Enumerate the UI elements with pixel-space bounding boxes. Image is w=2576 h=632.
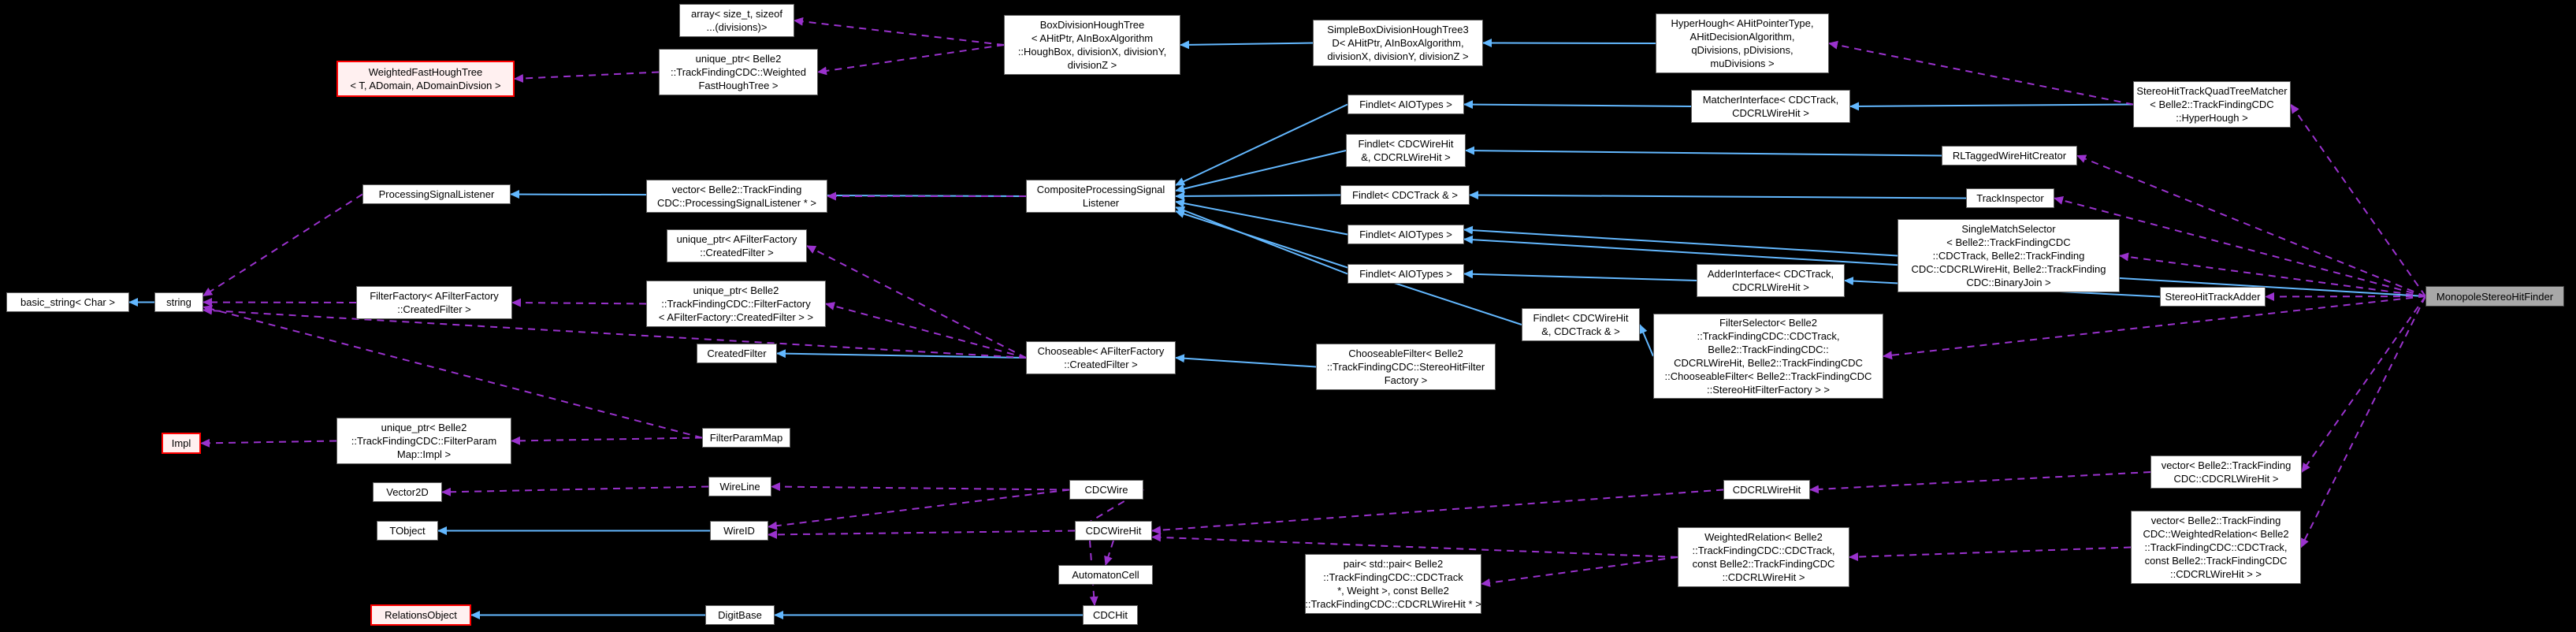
edge-cdc_wire-to-wire_id [768, 490, 1069, 527]
class-node-vector_psl[interactable] [646, 180, 827, 213]
class-node-label: HyperHough< AHitPointerType, [1671, 17, 1814, 29]
class-node-box_division_hough_tree[interactable] [1004, 15, 1180, 75]
class-node-label: vector< Belle2::TrackFinding [671, 184, 802, 195]
edge-track_inspector-to-findlet_track [1470, 195, 1966, 199]
edge-vector_cdcrl-to-cdcrl_wire_hit [1810, 472, 2150, 490]
class-node-basic_string[interactable] [6, 292, 129, 312]
class-node-relations_object[interactable] [370, 604, 471, 626]
class-node-label: AHitDecisionAlgorithm, [1689, 31, 1795, 43]
class-node-label: CDCWire [1084, 484, 1128, 496]
edge-findlet_aio_1-to-composite_psl [1176, 105, 1347, 186]
class-node-label: TObject [389, 525, 426, 537]
class-node-label: vector< Belle2::TrackFinding [2161, 459, 2292, 471]
class-node-simple_bdht3d[interactable] [1313, 20, 1483, 66]
class-node-label: AutomatonCell [1072, 569, 1139, 581]
class-node-label: ::CreatedFilter > [700, 247, 774, 258]
class-node-label: BoxDivisionHoughTree [1039, 19, 1145, 31]
class-node-label: ::CreatedFilter > [1064, 359, 1138, 370]
class-node-composite_psl[interactable] [1026, 180, 1176, 213]
edge-simple_bdht3d-to-box_division_hough_tree [1180, 43, 1313, 46]
class-node-label: FilterParamMap [709, 432, 783, 444]
class-node-label: WeightedFastHoughTree [368, 66, 483, 78]
class-node-shtqtm[interactable] [2133, 81, 2291, 128]
class-node-label: Findlet< AIOTypes > [1359, 99, 1452, 110]
edge-chooseable-to-created_filter [777, 354, 1026, 359]
edge-rl_tagged_whc-to-findlet_wirehit_rl [1466, 151, 1942, 156]
edge-chooseable_filter-to-chooseable [1176, 358, 1316, 367]
edge-matcher_interface-to-findlet_aio_1 [1464, 105, 1691, 107]
edge-filter_param_map-to-uptr_filterparammap_impl [511, 438, 702, 441]
class-node-label: ::HyperHough > [2176, 112, 2248, 124]
class-node-label: const Belle2::TrackFindingCDC [2144, 555, 2288, 567]
class-node-label: ...(divisions)> [706, 21, 768, 33]
edge-findlet_wirehit_rl-to-composite_psl [1176, 151, 1346, 191]
class-node-label: StereoHitTrackQuadTreeMatcher [2136, 85, 2288, 97]
class-node-label: FilterFactory< AFilterFactory [370, 290, 499, 302]
edge-findlet_aio_2-to-composite_psl [1176, 202, 1347, 235]
class-node-label: &, CDCTrack & > [1541, 325, 1620, 337]
class-node-filter_factory[interactable] [356, 286, 512, 319]
class-node-findlet_aio_2[interactable] [1347, 225, 1464, 244]
edge-box_division_hough_tree-to-array_box [794, 20, 1004, 45]
class-node-label: WireLine [719, 481, 760, 493]
class-node-chooseable_filter[interactable] [1316, 344, 1496, 390]
class-node-label: Listener [1082, 197, 1120, 209]
class-node-label: *, Weight >, const Belle2 [1337, 585, 1449, 597]
class-node-label: muDivisions > [1710, 58, 1775, 69]
edge-monopole-to-stereo_hit_track_adder [2266, 296, 2425, 297]
class-node-label: Map::Impl > [396, 448, 452, 460]
class-node-label: SingleMatchSelector [1961, 223, 2056, 235]
class-node-stereo_hit_track_adder[interactable] [2160, 287, 2266, 307]
class-node-label: ::CreatedFilter > [397, 303, 471, 315]
class-node-findlet_track[interactable] [1340, 185, 1470, 205]
class-node-label: qDivisions, pDivisions, [1691, 44, 1794, 56]
class-node-label: CDC::ProcessingSignalListener * > [657, 197, 816, 209]
class-node-string[interactable] [154, 292, 203, 312]
class-node-label: ::CDCRLWireHit > [1722, 571, 1805, 583]
class-node-label: Belle2::TrackFindingCDC:: [1708, 344, 1829, 355]
class-node-label: MonopoleStereoHitFinder [2436, 290, 2554, 303]
class-node-label: StereoHitTrackAdder [2165, 291, 2261, 303]
class-node-label: vector< Belle2::TrackFinding [2150, 515, 2281, 526]
edge-monopole-to-rl_tagged_whc [2077, 156, 2425, 297]
class-node-label: unique_ptr< AFilterFactory [676, 233, 797, 245]
class-node-label: Findlet< CDCWireHit [1358, 138, 1454, 150]
class-node-label: CDCRLWireHit [1732, 484, 1801, 496]
class-node-label: ::CDCRLWireHit > > [2169, 568, 2262, 580]
class-node-label: Findlet< CDCWireHit [1533, 312, 1629, 324]
class-node-label: DigitBase [718, 609, 762, 621]
class-node-label: CDCRLWireHit > [1732, 281, 1809, 293]
class-node-label: Findlet< AIOTypes > [1359, 268, 1452, 280]
edge-chooseable-to-string [203, 310, 1026, 359]
class-node-label: Findlet< AIOTypes > [1359, 229, 1452, 240]
class-node-label: < AFilterFactory::CreatedFilter > > [658, 311, 814, 323]
class-node-label: ::TrackFindingCDC::CDCRLWireHit * > [1305, 598, 1481, 610]
class-node-label: AdderInterface< CDCTrack, [1707, 268, 1834, 280]
class-node-label: ::TrackFindingCDC::CDCTrack [1323, 571, 1463, 583]
class-node-label: CDCHit [1092, 609, 1128, 621]
edge-filter_selector-to-findlet_wirehit_track [1640, 325, 1653, 356]
class-node-label: ::StereoHitFilterFactory > > [1706, 384, 1831, 396]
class-node-label: FastHoughTree > [698, 80, 779, 91]
edge-shtqtm-to-hyper_hough [1829, 43, 2133, 105]
class-node-cdcrl_wire_hit[interactable] [1723, 480, 1810, 500]
edge-processing_signal_listener-to-string [203, 195, 362, 296]
class-node-uptr_filterparammap_impl[interactable] [336, 418, 511, 464]
class-node-label: < Belle2::TrackFindingCDC [2150, 99, 2274, 110]
class-node-label: Chooseable< AFilterFactory [1037, 345, 1165, 357]
edge-monopole-to-shtqtm [2291, 105, 2425, 297]
edge-monopole-to-vector_cdcrl [2302, 296, 2425, 472]
class-node-label: unique_ptr< Belle2 [381, 422, 467, 433]
class-node-automaton_cell[interactable] [1058, 565, 1153, 585]
class-node-label: CDCRLWireHit > [1732, 107, 1809, 119]
class-node-weighted_relation[interactable] [1678, 527, 1849, 587]
class-node-label: WireID [723, 525, 755, 537]
edge-findlet_aio_3-to-composite_psl [1176, 207, 1347, 274]
class-node-label: &, CDCRLWireHit > [1361, 151, 1451, 163]
edge-shtqtm-to-matcher_interface [1850, 105, 2133, 107]
class-node-label: ::TrackFindingCDC::StereoHitFilter [1326, 361, 1485, 373]
class-node-label: divisionZ > [1067, 59, 1117, 71]
class-node-monopole[interactable] [2425, 286, 2564, 307]
edge-chooseable-to-uptr_filterfactory [826, 304, 1026, 359]
class-node-findlet_aio_3[interactable] [1347, 264, 1464, 284]
edge-vector_weighted_rel-to-weighted_relation [1849, 548, 2131, 558]
edge-adder_interface-to-findlet_aio_3 [1464, 274, 1697, 281]
class-node-single_match_selector[interactable] [1898, 219, 2120, 292]
edge-wire_line-to-vector2d [442, 487, 708, 493]
class-node-label: TrackInspector [1976, 192, 2044, 204]
class-node-rl_tagged_whc[interactable] [1942, 146, 2077, 165]
class-node-label: ::CDCTrack, Belle2::TrackFinding [1932, 250, 2085, 262]
class-node-wire_id[interactable] [710, 521, 768, 541]
class-node-label: CompositeProcessingSignal [1036, 184, 1165, 195]
class-node-chooseable[interactable] [1026, 341, 1176, 374]
class-node-wire_line[interactable] [708, 477, 771, 496]
class-node-track_inspector[interactable] [1966, 188, 2054, 208]
class-node-label: ::ChooseableFilter< Belle2::TrackFindingCDC [1664, 370, 1872, 382]
class-node-label: divisionX, divisionY, divisionZ > [1327, 50, 1469, 62]
class-node-filter_selector[interactable] [1653, 314, 1883, 399]
class-node-label: CDC::WeightedRelation< Belle2 [2143, 528, 2289, 540]
class-node-cdc_hit[interactable] [1083, 605, 1138, 625]
class-node-matcher_interface[interactable] [1691, 90, 1850, 123]
edge-cdc_wire_hit-to-automaton_cell [1106, 541, 1113, 565]
class-node-label: ::TrackFindingCDC::Weighted [671, 66, 806, 78]
class-node-processing_signal_listener[interactable] [362, 184, 511, 204]
class-node-label: unique_ptr< Belle2 [693, 284, 779, 296]
edge-weighted_relation-to-pair_box [1481, 557, 1678, 584]
class-node-label: CDCWireHit [1085, 525, 1142, 537]
class-node-weighted_fht[interactable] [336, 61, 515, 97]
class-node-label: FilterSelector< Belle2 [1719, 317, 1817, 329]
class-node-array_box[interactable] [679, 4, 794, 37]
class-node-vector_cdcrl[interactable] [2150, 455, 2302, 489]
class-node-vector2d[interactable] [373, 482, 442, 502]
edge-hyper_hough-to-simple_bdht3d [1483, 43, 1656, 44]
class-node-label: RelationsObject [385, 609, 457, 621]
class-node-label: Impl [171, 437, 191, 449]
class-node-label: CDC::BinaryJoin > [1966, 277, 2051, 288]
class-node-label: < Belle2::TrackFindingCDC [1946, 236, 2071, 248]
class-node-vector_weighted_rel[interactable] [2131, 511, 2301, 584]
class-node-label: Findlet< CDCTrack & > [1352, 189, 1458, 201]
edge-monopole-to-filter_selector [1883, 296, 2425, 356]
class-node-digit_base[interactable] [705, 605, 775, 625]
class-node-label: CDC::CDCRLWireHit, Belle2::TrackFinding [1911, 263, 2106, 275]
class-node-label: ::HoughBox, divisionX, divisionY, [1017, 46, 1167, 58]
class-node-label: ::TrackFindingCDC::CDCTrack, [1692, 545, 1835, 556]
class-node-label: string [166, 296, 191, 308]
class-node-adder_interface[interactable] [1697, 264, 1845, 297]
class-node-hyper_hough[interactable] [1656, 13, 1829, 73]
class-node-created_filter[interactable] [697, 344, 777, 363]
edge-monopole-to-vector_weighted_rel [2301, 296, 2425, 548]
class-node-label: Factory > [1384, 374, 1428, 386]
class-node-label: SimpleBoxDivisionHoughTree3 [1327, 24, 1469, 35]
class-node-label: basic_string< Char > [20, 296, 115, 308]
class-node-cdc_wire[interactable] [1069, 480, 1143, 500]
class-node-label: WeightedRelation< Belle2 [1704, 531, 1823, 543]
class-node-findlet_wirehit_track[interactable] [1522, 308, 1640, 341]
class-node-impl[interactable] [162, 433, 201, 454]
class-node-label: pair< std::pair< Belle2 [1343, 558, 1444, 570]
class-node-uptr_createdfilter[interactable] [667, 229, 807, 262]
class-node-findlet_wirehit_rl[interactable] [1346, 134, 1466, 167]
edge-uptr_filterfactory-to-filter_factory [512, 303, 646, 304]
class-node-label: ::TrackFindingCDC::FilterFactory [661, 298, 811, 310]
class-node-label: RLTaggedWireHitCreator [1952, 150, 2067, 162]
class-node-label: const Belle2::TrackFindingCDC [1692, 558, 1835, 570]
class-node-label: ::TrackFindingCDC::CDCTrack, [1697, 330, 1840, 342]
edge-cdc_wire-to-wire_line [771, 487, 1069, 490]
class-node-label: unique_ptr< Belle2 [695, 53, 782, 65]
class-node-label: ChooseableFilter< Belle2 [1348, 348, 1463, 359]
class-node-label: ProcessingSignalListener [378, 188, 495, 200]
edge-cdcrl_wire_hit-to-cdc_wire_hit [1152, 490, 1723, 531]
edge-box_division_hough_tree-to-uptr_weighted_fht [818, 45, 1004, 72]
class-node-pair_box[interactable] [1305, 554, 1481, 614]
edge-uptr_weighted_fht-to-weighted_fht [515, 72, 659, 80]
class-node-label: ::TrackFindingCDC::CDCTrack, [2144, 541, 2288, 553]
class-node-label: < AHitPtr, AInBoxAlgorithm [1031, 32, 1154, 44]
class-node-label: CDC::CDCRLWireHit > [2173, 473, 2279, 485]
class-node-label: CDCRLWireHit, Belle2::TrackFindingCDC [1674, 357, 1863, 369]
class-node-findlet_aio_1[interactable] [1347, 95, 1464, 114]
edge-uptr_filterparammap_impl-to-impl [201, 441, 336, 444]
class-node-label: < T, ADomain, ADomainDivsion > [350, 80, 501, 91]
class-node-label: CreatedFilter [707, 348, 767, 359]
class-node-label: D< AHitPtr, AInBoxAlgorithm, [1332, 37, 1464, 49]
class-node-cdc_wire_hit[interactable] [1075, 521, 1152, 541]
class-node-label: array< size_t, sizeof [691, 8, 782, 20]
class-node-label: ::TrackFindingCDC::FilterParam [351, 435, 497, 447]
class-node-tobject[interactable] [377, 521, 438, 541]
edge-cdc_wire_hit-to-wire_id [768, 531, 1075, 535]
class-node-uptr_filterfactory[interactable] [646, 281, 826, 327]
class-node-label: Vector2D [386, 486, 429, 498]
class-node-filter_param_map[interactable] [702, 428, 790, 448]
edge-chooseable-to-uptr_createdfilter [807, 246, 1026, 358]
edge-findlet_track-to-composite_psl [1176, 195, 1340, 197]
class-node-uptr_weighted_fht[interactable] [659, 49, 818, 95]
class-node-label: MatcherInterface< CDCTrack, [1702, 94, 1839, 106]
